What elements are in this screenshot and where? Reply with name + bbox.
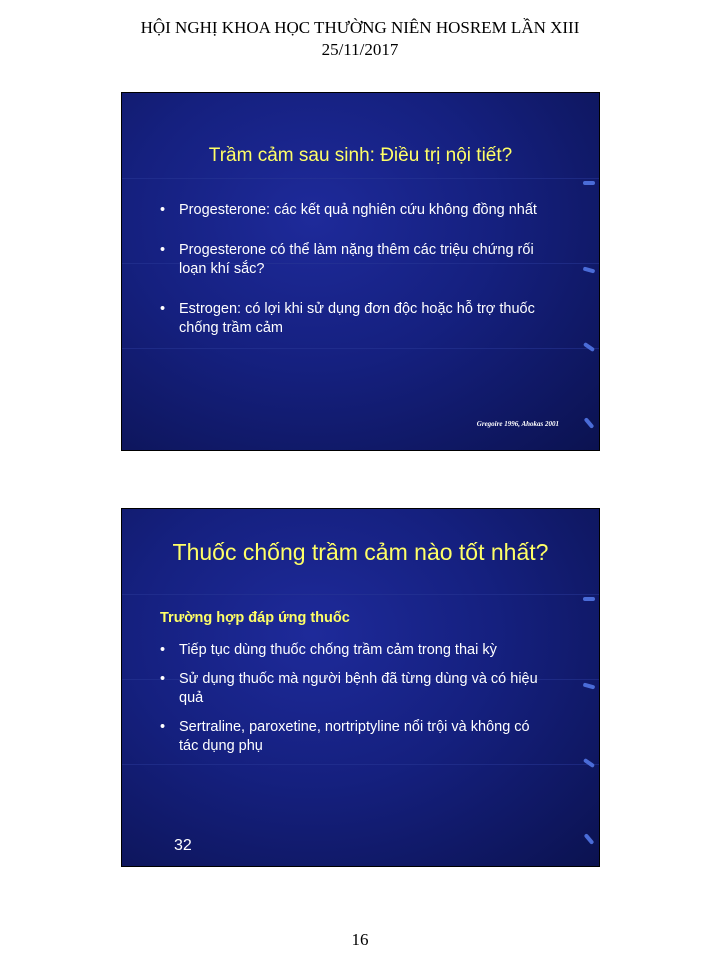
bullet-item: • Sertraline, paroxetine, nortriptyline nổi trội và không có tác dụng phụ: [160, 718, 540, 756]
bullet-list: [160, 641, 540, 766]
document-header-title: HỘI NGHỊ KHOA HỌC THƯỜNG NIÊN HOSREM LẦN XIII: [140, 18, 580, 37]
decorative-accent: [584, 417, 595, 429]
bullet-item: • Progesterone: các kết quả nghiên cứu không đồng nhất: [160, 201, 540, 220]
decorative-accent: [583, 181, 595, 185]
document-header-date: 25/11/2017: [321, 40, 399, 59]
slide-number: 32: [174, 837, 192, 854]
background-line: [122, 178, 599, 179]
citation: Gregoire 1996, Ahokas 2001: [476, 420, 559, 428]
bullet-item: • Sử dụng thuốc mà người bệnh đã từng dùng và có hiệu quả: [160, 670, 540, 708]
slide-1: [121, 92, 600, 451]
bullet-item: • Progesterone có thể làm nặng thêm các triệu chứng rối loạn khí sắc?: [160, 241, 540, 279]
background-line: [122, 594, 599, 595]
bullet-list: [160, 201, 540, 359]
bullet-item: • Tiếp tục dùng thuốc chống trầm cảm trong thai kỳ: [160, 641, 540, 660]
slide-title: Trầm cảm sau sinh: Điều trị nội tiết?: [208, 145, 513, 166]
decorative-accent: [583, 758, 595, 768]
page-number: 16: [351, 930, 369, 949]
decorative-accent: [583, 683, 596, 690]
decorative-accent: [584, 833, 595, 845]
decorative-accent: [583, 267, 596, 274]
slide-2: [121, 508, 600, 867]
decorative-accent: [583, 597, 595, 601]
bullet-item: • Estrogen: có lợi khi sử dụng đơn độc hoặc hỗ trợ thuốc chống trầm cảm: [160, 300, 540, 338]
slide-title: Thuốc chống trầm cảm nào tốt nhất?: [172, 539, 549, 565]
slide-subheading: Trường hợp đáp ứng thuốc: [160, 610, 350, 626]
decorative-accent: [583, 342, 595, 352]
